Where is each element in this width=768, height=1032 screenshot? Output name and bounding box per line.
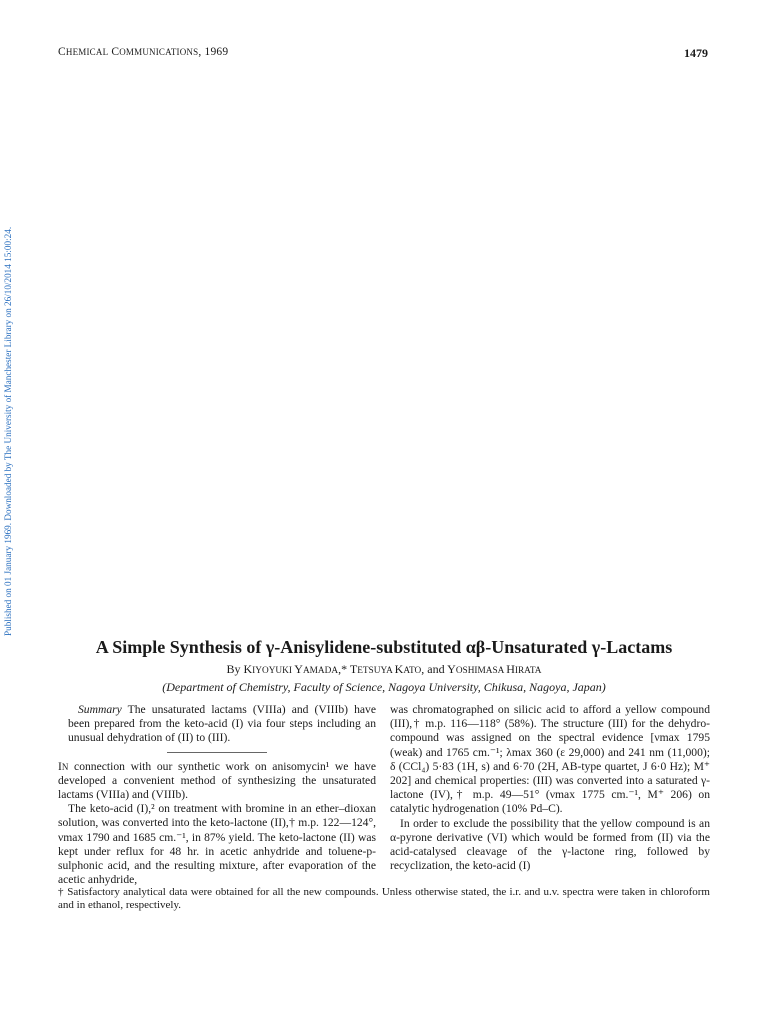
page-number: 1479 — [684, 46, 708, 60]
author-cap: H — [506, 662, 515, 676]
running-head — [58, 46, 228, 58]
author-mark: ,* — [338, 662, 350, 676]
author-cap: T — [349, 662, 358, 676]
journal-small: HEMICAL — [65, 47, 109, 57]
publication-side-note[interactable]: Published on 01 January 1969. Downloaded by The University of Manchester Library on 26/10/2014 15:00:24. — [3, 226, 13, 636]
author-small: AMADA — [302, 666, 339, 676]
author-small: ATO — [403, 666, 422, 676]
author-small: IRATA — [514, 666, 542, 676]
byline-by: By — [226, 662, 244, 676]
divider-rule — [167, 752, 267, 753]
paragraph-text: connection with our synthetic work on anisomycin¹ we have developed a convenient method of synthesizing the unsaturated lactams (VIIIa) and (VIIIb). — [58, 759, 376, 802]
author-separator: , and — [421, 662, 448, 676]
initial-small: N — [61, 761, 69, 772]
journal-cap: C — [58, 46, 66, 58]
affiliation: (Department of Chemistry, Faculty of Science, Nagoya University, Chikusa, Nagoya, Japan) — [162, 680, 606, 694]
author-cap: K — [394, 662, 404, 676]
body-paragraph: In order to exclude the possibility that the yellow compound is an α-pyrone derivative (VI) which would be formed from (II) via the acid-catalysed cleavage of the γ-lactone ring, followed by recyclization, the keto-acid (I) — [390, 816, 710, 873]
body-paragraph: The keto-acid (I),² on treatment with bromine in an ether–dioxan solution, was converted into the keto-lactone (II),† m.p. 122—124°, νmax 1790 and 1685 cm.⁻¹, in 87% yield. The keto-lactone (II) was kept under reflux for 48 hr. in acetic anhydride and toluene-p-sulphonic acid, and the resulting mixture, after evaporation of the acetic anhydride, — [58, 802, 376, 887]
summary — [58, 703, 376, 746]
author-cap: Y — [294, 662, 303, 676]
journal-small: OMMUNICATIONS — [119, 47, 199, 57]
author-cap: K — [243, 662, 253, 676]
left-column — [58, 703, 376, 887]
initial-cap: I — [58, 759, 62, 773]
article-title: A Simple Synthesis of γ-Anisylidene-substituted αβ-Unsaturated γ-Lactams — [95, 637, 673, 657]
right-column — [390, 703, 710, 873]
author-cap: Y — [447, 662, 456, 676]
journal-cap: C — [111, 46, 120, 58]
summary-text: The unsaturated lactams (VIIIa) and (VIIIb) have been prepared from the keto-acid (I) via four steps including an unusual dehydration of (II) to (III). — [68, 703, 376, 745]
body-paragraph — [58, 760, 376, 803]
body-paragraph: was chromatographed on silicic acid to afford a yellow compound (III),† m.p. 116—118° (58%). The structure (III) for the dehydro-compound was assigned on the spectral evidence [νmax 1795 (weak) and 1765 cm.⁻¹; λmax 360 (ε 29,000) and 241 nm (11,000); δ (CCl₄) 5·83 (1H, s) and 6·70 (2H, AB-type quartet, J 6·0 Hz); M⁺ 202] and chemical properties: (III) was converted into a saturated γ-lactone (IV),† m.p. 49—51° (νmax 1775 cm.⁻¹, M⁺ 206) on catalytic hydrogenation (10% Pd–C). — [390, 703, 710, 816]
summary-label: Summary — [78, 703, 122, 716]
author-small: OSHIMASA — [455, 666, 507, 676]
author-small: IYOYUKI — [252, 666, 295, 676]
footnote: † Satisfactory analytical data were obtained for all the new compounds. Unless otherwise stated, the i.r. and u.v. spectra were taken in chloroform and in ethanol, respectively. — [58, 886, 710, 911]
author-small: ETSUYA — [357, 666, 395, 676]
byline — [0, 662, 768, 677]
journal-year: , 1969 — [198, 46, 229, 58]
